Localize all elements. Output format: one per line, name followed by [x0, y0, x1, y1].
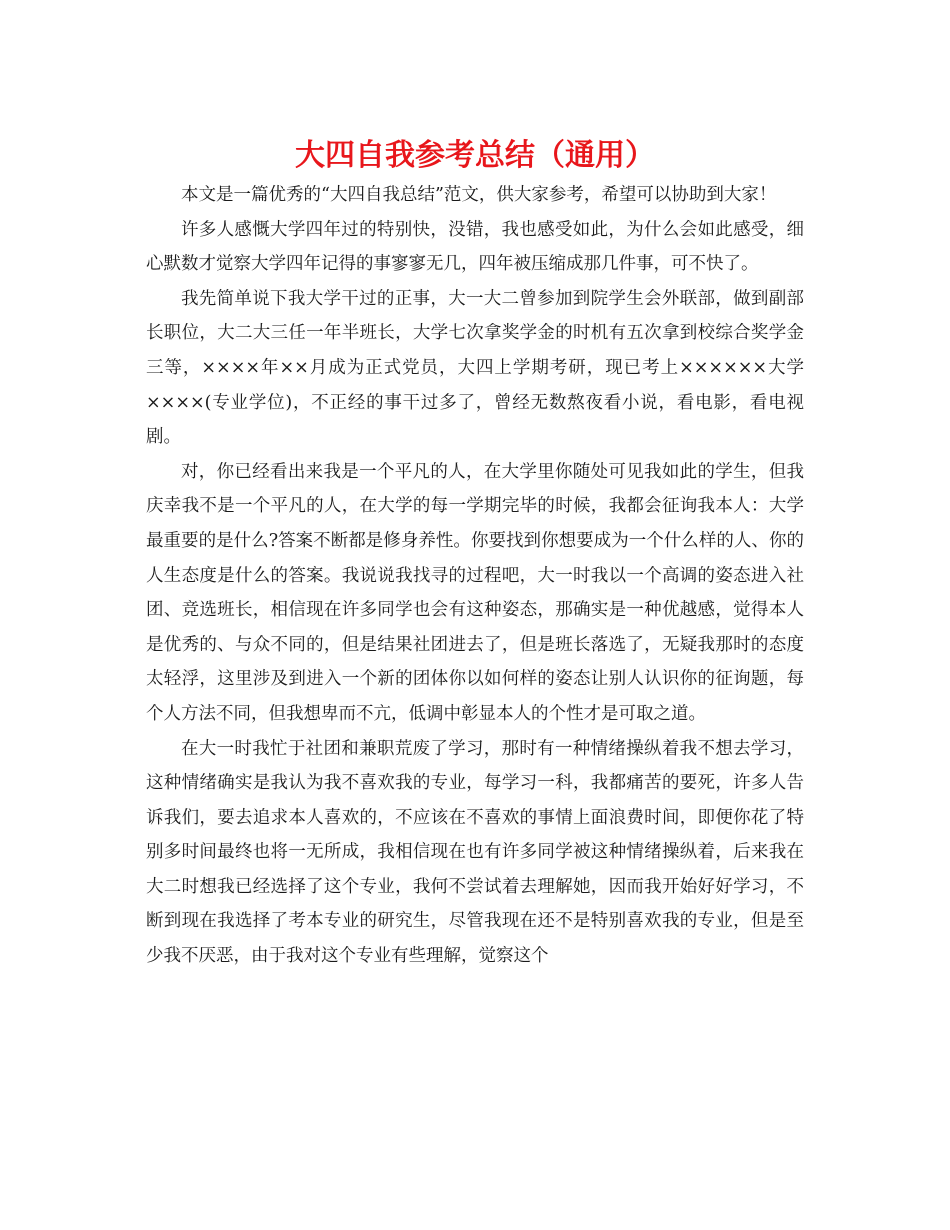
paragraph-study: 在大一时我忙于社团和兼职荒废了学习，那时有一种情绪操纵着我不想去学习，这种情绪确实是我认为我不喜欢我的专业，每学习一科，我都痛苦的要死，许多人告诉我们，要去追求本人喜欢的，不应该在不喜欢的事情上面浪费时间，即便你花了特别多时间最终也将一无所成，我相信现在也有许多同学被这种情绪操纵着，后来我在大二时想我已经选择了这个专业，我何不尝试着去理解她，因而我开始好好学习，不断到现在我选择了考本专业的研究生，尽管我现在还不是特别喜欢我的专业，但是至少我不厌恶，由于我对这个专业有些理解，觉察这个 [146, 738, 804, 967]
paragraph-self-reflection: 对，你已经看出来我是一个平凡的人，在大学里你随处可见我如此的学生，但我庆幸我不是一个平凡的人，在大学的每一学期完毕的时候，我都会征询我本人：大学最重要的是什么?答案不断都是修身养性。你要找到你想要成为一个什么样的人、你的人生态度是什么的答案。我说说我找寻的过程吧，大一时我以一个高调的姿态进入社团、竞选班长，相信现在许多同学也会有这种姿态，那确实是一种优越感，觉得本人是优秀的、与众不同的，但是结果社团进去了，但是班长落选了，无疑我那时的态度太轻浮，这里涉及到进入一个新的团体你以如何样的姿态让别人认识你的征询题，每个人方法不同，但我想卑而不亢，低调中彰显本人的个性才是可取之道。 [146, 461, 804, 724]
paragraph-intro: 本文是一篇优秀的“大四自我总结”范文，供大家参考，希望可以协助到大家！ [181, 185, 777, 205]
document-body [146, 178, 804, 974]
document-title: 大四自我参考总结（通用） [295, 138, 655, 173]
paragraph-time-flies: 许多人感慨大学四年过的特别快，没错，我也感受如此，为什么会如此感受，细心默数才觉察大学四年记得的事寥寥无几，四年被压缩成那几件事，可不快了。 [146, 219, 804, 275]
paragraph-achievements: 我先简单说下我大学干过的正事，大一大二曾参加到院学生会外联部，做到副部长职位，大二大三任一年半班长，大学七次拿奖学金的时机有五次拿到校综合奖学金三等，××××年××月成为正式党员，大四上学期考研，现已考上××××××大学××××(专业学位)，不正经的事干过多了，曾经无数熬夜看小说，看电影，看电视剧。 [146, 288, 804, 448]
